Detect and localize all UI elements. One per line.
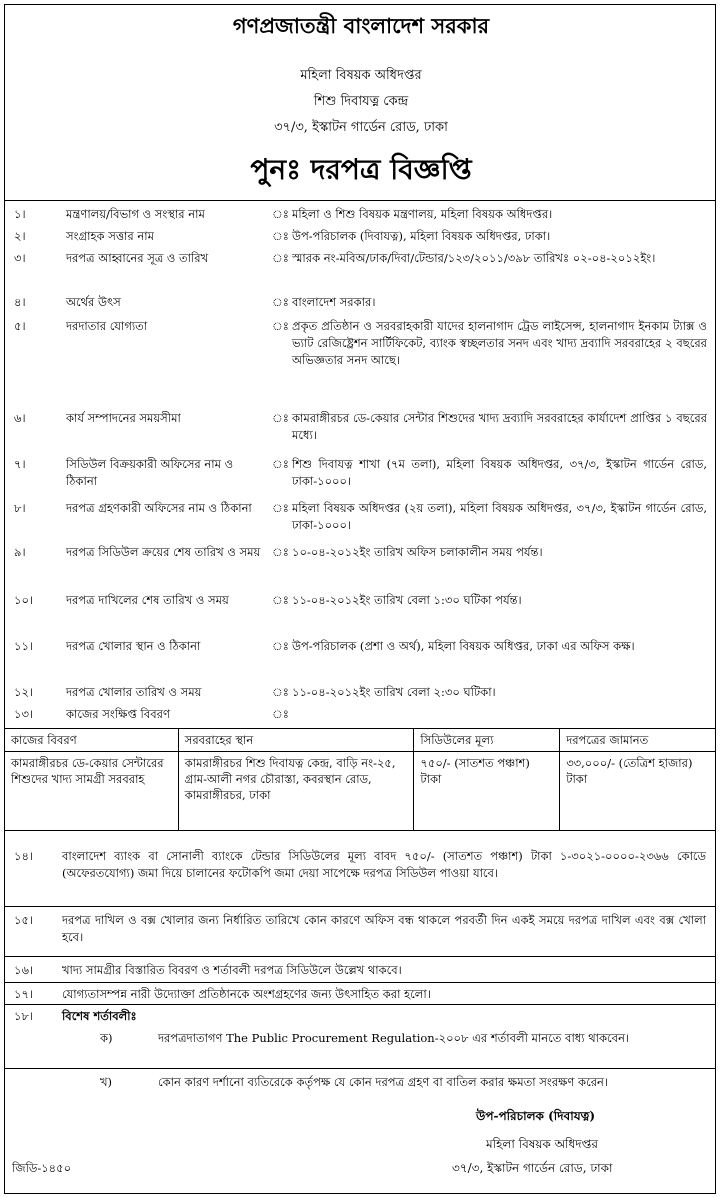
item-number: ২। <box>14 229 26 243</box>
table-row <box>5 752 716 831</box>
item-value: উপ-পরিচালক (প্রশা ও অর্থ), মহিলা বিষয়ক অধিপ্তর, ঢাকা এর অফিস কক্ষ। <box>292 639 635 653</box>
signatory-address: ৩৭/৩, ইস্কাটন গার্ডেন রোড, ঢাকা <box>452 1161 613 1175</box>
paragraph-text: খাদ্য সামগ্রীর বিস্তারিত বিবরণ ও শর্তাবলী দরপত্র সিডিউলে উল্লেখ থাকবে। <box>62 963 402 977</box>
table-header-cell: দরপত্রের জামানত <box>560 729 716 752</box>
item-label: সিডিউল বিক্রয়কারী অফিসের নাম ও ঠিকানা <box>66 457 234 488</box>
item-number: ৮। <box>14 501 26 515</box>
table-cell: ৭৫০/- (সাতশত পঞ্চাশ) টাকা <box>414 752 560 831</box>
item-number: ১০। <box>14 593 34 607</box>
item-label: দরপত্র সিডিউল ক্রয়ের শেষ তারিখ ও সময় <box>66 545 261 559</box>
item-label: দরপত্র গ্রহণকারী অফিসের নাম ও ঠিকানা <box>66 501 252 515</box>
item-value: ১১-০৪-২০১২ইং তারিখ বেলা ১:৩০ ঘটিকা পর্যন্ত। <box>292 593 522 607</box>
item-label: সংগ্রাহক সত্তার নাম <box>66 229 154 243</box>
paragraph-number: ১৬। <box>14 963 34 977</box>
item-label: দরপত্র খোলার তারিখ ও সময় <box>66 685 202 699</box>
item-number: ১। <box>14 207 26 221</box>
divider <box>4 906 716 907</box>
reference-code: জিডি-১৪৫০ <box>12 1161 72 1175</box>
item-number: ৫। <box>14 319 26 333</box>
item-value: বাংলাদেশ সরকার। <box>292 295 376 309</box>
condition-text: কোন কারণ দর্শানো ব্যতিরেকে কর্তৃপক্ষ যে কোন দরপত্র গ্রহণ বা বাতিল করার ক্ষমতা সংরক্ষণ করেন। <box>158 1075 609 1089</box>
item-colon: ঃ <box>272 229 289 243</box>
item-colon: ঃ <box>272 295 289 309</box>
condition-label: খ) <box>100 1075 113 1089</box>
condition-text: দরপত্রদাতাগণ The Public Procurement Regulation-২০০৮ এর শর্তাবলী মানতে বাধ্য থাকবেন। <box>158 1031 630 1045</box>
paragraph-text: দরপত্র দাখিল ও বক্স খোলার জন্য নির্ধারিত তারিখে কোন কারণে অফিস বন্ধ থাকলে পরবর্তী দিন একই সময়ে দরপত্র দাখিল এবং বক্স খোলা হবে। <box>62 913 706 944</box>
department-heading: মহিলা বিষয়ক অধিদপ্তর <box>300 68 422 83</box>
item-number: ৪। <box>14 295 26 309</box>
item-value: উপ-পরিচালক (দিবাযত্ন), মহিলা বিষয়ক অধিদপ্তর, ঢাকা। <box>292 229 551 243</box>
item-label: দরদাতার যোগ্যতা <box>66 319 148 333</box>
special-conditions-heading: বিশেষ শর্তাবলীঃ <box>62 1009 137 1023</box>
item-colon: ঃ <box>272 411 289 425</box>
item-colon: ঃ <box>272 685 289 699</box>
item-label: কার্য সম্পাদনের সময়সীমা <box>66 411 181 425</box>
item-value: কামরাঙ্গীরচর ডে-কেয়ার সেন্টার শিশুদের খাদ্য দ্রব্যাদি সরবরাহের কার্যাদেশ প্রাপ্তির ১ বছরের মধ্যে। <box>292 411 707 442</box>
table-cell: ৩৩,০০০/- (তেত্রিশ হাজার) টাকা <box>560 752 716 831</box>
item-colon: ঃ <box>272 501 289 515</box>
item-label: কাজের সংক্ষিপ্ত বিবরণ <box>66 707 170 721</box>
divider <box>4 1068 716 1069</box>
item-colon: ঃ <box>272 545 289 559</box>
item-label: অর্থের উৎস <box>66 295 121 309</box>
government-heading: গণপ্রজাতন্ত্রী বাংলাদেশ সরকার <box>232 13 490 38</box>
item-colon: ঃ <box>272 593 289 607</box>
paragraph-number: ১৫। <box>14 913 34 927</box>
table-cell: কামরাঙ্গীরচর ডে-কেয়ার সেন্টারের শিশুদের খাদ্য সামগ্রী সরবরাহ <box>5 752 179 831</box>
signatory-department: মহিলা বিষয়ক অধিদপ্তর <box>486 1137 598 1151</box>
item-colon: ঃ <box>272 319 289 333</box>
item-number: ৭। <box>14 457 26 471</box>
paragraph-number: ১৪। <box>14 849 34 863</box>
divider <box>4 956 716 957</box>
item-value: মহিলা বিষয়ক অধিদপ্তর (২য় তলা), মহিলা বিষয়ক অধিদপ্তর, ৩৭/৩, ইস্কাটন গার্ডেন রোড, ঢাকা-১০০০। <box>292 501 707 532</box>
paragraph-text: যোগ্যতাসম্পন্ন নারী উদ্যোক্তা প্রতিষ্ঠানকে অংশগ্রহণের জন্য উৎসাহিত করা হলো। <box>62 987 431 1001</box>
item-value: স্মারক নং-মবিঅ/ঢাক/দিবা/টেন্ডার/১২৩/২০১১/৩৯৮ তারিখঃ ০২-০৪-২০১২ইং। <box>292 251 656 265</box>
notice-title: পুনঃ দরপত্র বিজ্ঞপ্তি <box>250 153 472 186</box>
divider <box>4 1004 716 1005</box>
divider <box>4 200 716 201</box>
item-value: মহিলা ও শিশু বিষয়ক মন্ত্রণালয়, মহিলা বিষয়ক অধিদপ্তর। <box>292 207 553 221</box>
item-label: দরপত্র আহ্বানের সূত্র ও তারিখ <box>66 251 209 265</box>
item-label: মন্ত্রণালয়/বিভাগ ও সংস্থার নাম <box>66 207 205 221</box>
item-value: শিশু দিবাযত্ন শাখা (৭ম তলা), মহিলা বিষয়ক অধিদপ্তর, ৩৭/৩, ইস্কাটন গার্ডেন রোড, ঢাকা-১০০০। <box>292 457 707 488</box>
table-header-cell: সরবরাহের স্থান <box>178 729 414 752</box>
item-number: ১২। <box>14 685 34 699</box>
item-label: দরপত্র খোলার স্থান ও ঠিকানা <box>66 639 201 653</box>
paragraph-text: বাংলাদেশ ব্যাংক বা সোনালী ব্যাংকে টেন্ডার সিডিউলের মূল্য বাবদ ৭৫০/- (সাতশত পঞ্চাশ) টাকা ১-৩০২১-০০০০-২৩৬৬ কোডে (অফেরতযোগ্য) জমা দিয়ে চালানের ফটোকপি জমা দেয়া সাপেক্ষে দরপত্র সিডিউল পাওয়া যাবে। <box>62 849 706 880</box>
item-value: প্রকৃত প্রতিষ্ঠান ও সরবরাহকারী যাদের হালনাগাদ ট্রেড লাইসেন্স, হালনাগাদ ইনকাম ট্যাক্স ও ভ্যাট রেজিষ্ট্রেশন সার্টিফিকেট, ব্যাংক স্বচ্ছলতার সনদ এবং খাদ্য দ্রব্যাদি সরবরাহের ২ বছরের অভিজ্ঞতার সনদ আছে। <box>292 319 707 367</box>
item-number: ৩। <box>14 251 26 265</box>
table-header-cell: সিডিউলের মূল্য <box>414 729 560 752</box>
paragraph-number: ১৭। <box>14 987 34 1001</box>
condition-label: ক) <box>100 1031 113 1045</box>
item-number: ৬। <box>14 411 26 425</box>
signatory-title: উপ-পরিচালক (দিবাযত্ন) <box>476 1109 596 1123</box>
item-number: ১১। <box>14 639 34 653</box>
table-cell: কামরাঙ্গীরচর শিশু দিবাযত্ন কেন্দ্র, বাড়ি নং-২৫, গ্রাম-আলী নগর চৌরাস্তা, কবরস্থান রোড, কামরাঙ্গীরচর, ঢাকা <box>178 752 414 831</box>
item-value: ১০-০৪-২০১২ইং তারিখ অফিস চলাকালীন সময় পর্যন্ত। <box>292 545 543 559</box>
paragraph-number: ১৮। <box>14 1009 34 1023</box>
address-heading: ৩৭/৩, ইস্কাটন গার্ডেন রোড, ঢাকা <box>274 120 448 135</box>
item-colon: ঃ <box>272 251 289 265</box>
item-label: দরপত্র দাখিলের শেষ তারিখ ও সময় <box>66 593 229 607</box>
divider <box>4 982 716 983</box>
item-colon: ঃ <box>272 207 289 221</box>
item-colon: ঃ <box>272 639 289 653</box>
work-details-table <box>4 728 716 831</box>
item-value: ১১-০৪-২০১২ইং তারিখ বেলা ২:৩০ ঘটিকা। <box>292 685 496 699</box>
item-number: ১৩। <box>14 707 34 721</box>
center-heading: শিশু দিবাযত্ন কেন্দ্র <box>313 94 409 109</box>
item-colon: ঃ <box>272 707 289 721</box>
table-header-cell: কাজের বিবরণ <box>5 729 179 752</box>
item-number: ৯। <box>14 545 26 559</box>
item-colon: ঃ <box>272 457 289 471</box>
table-header-row <box>5 729 716 752</box>
